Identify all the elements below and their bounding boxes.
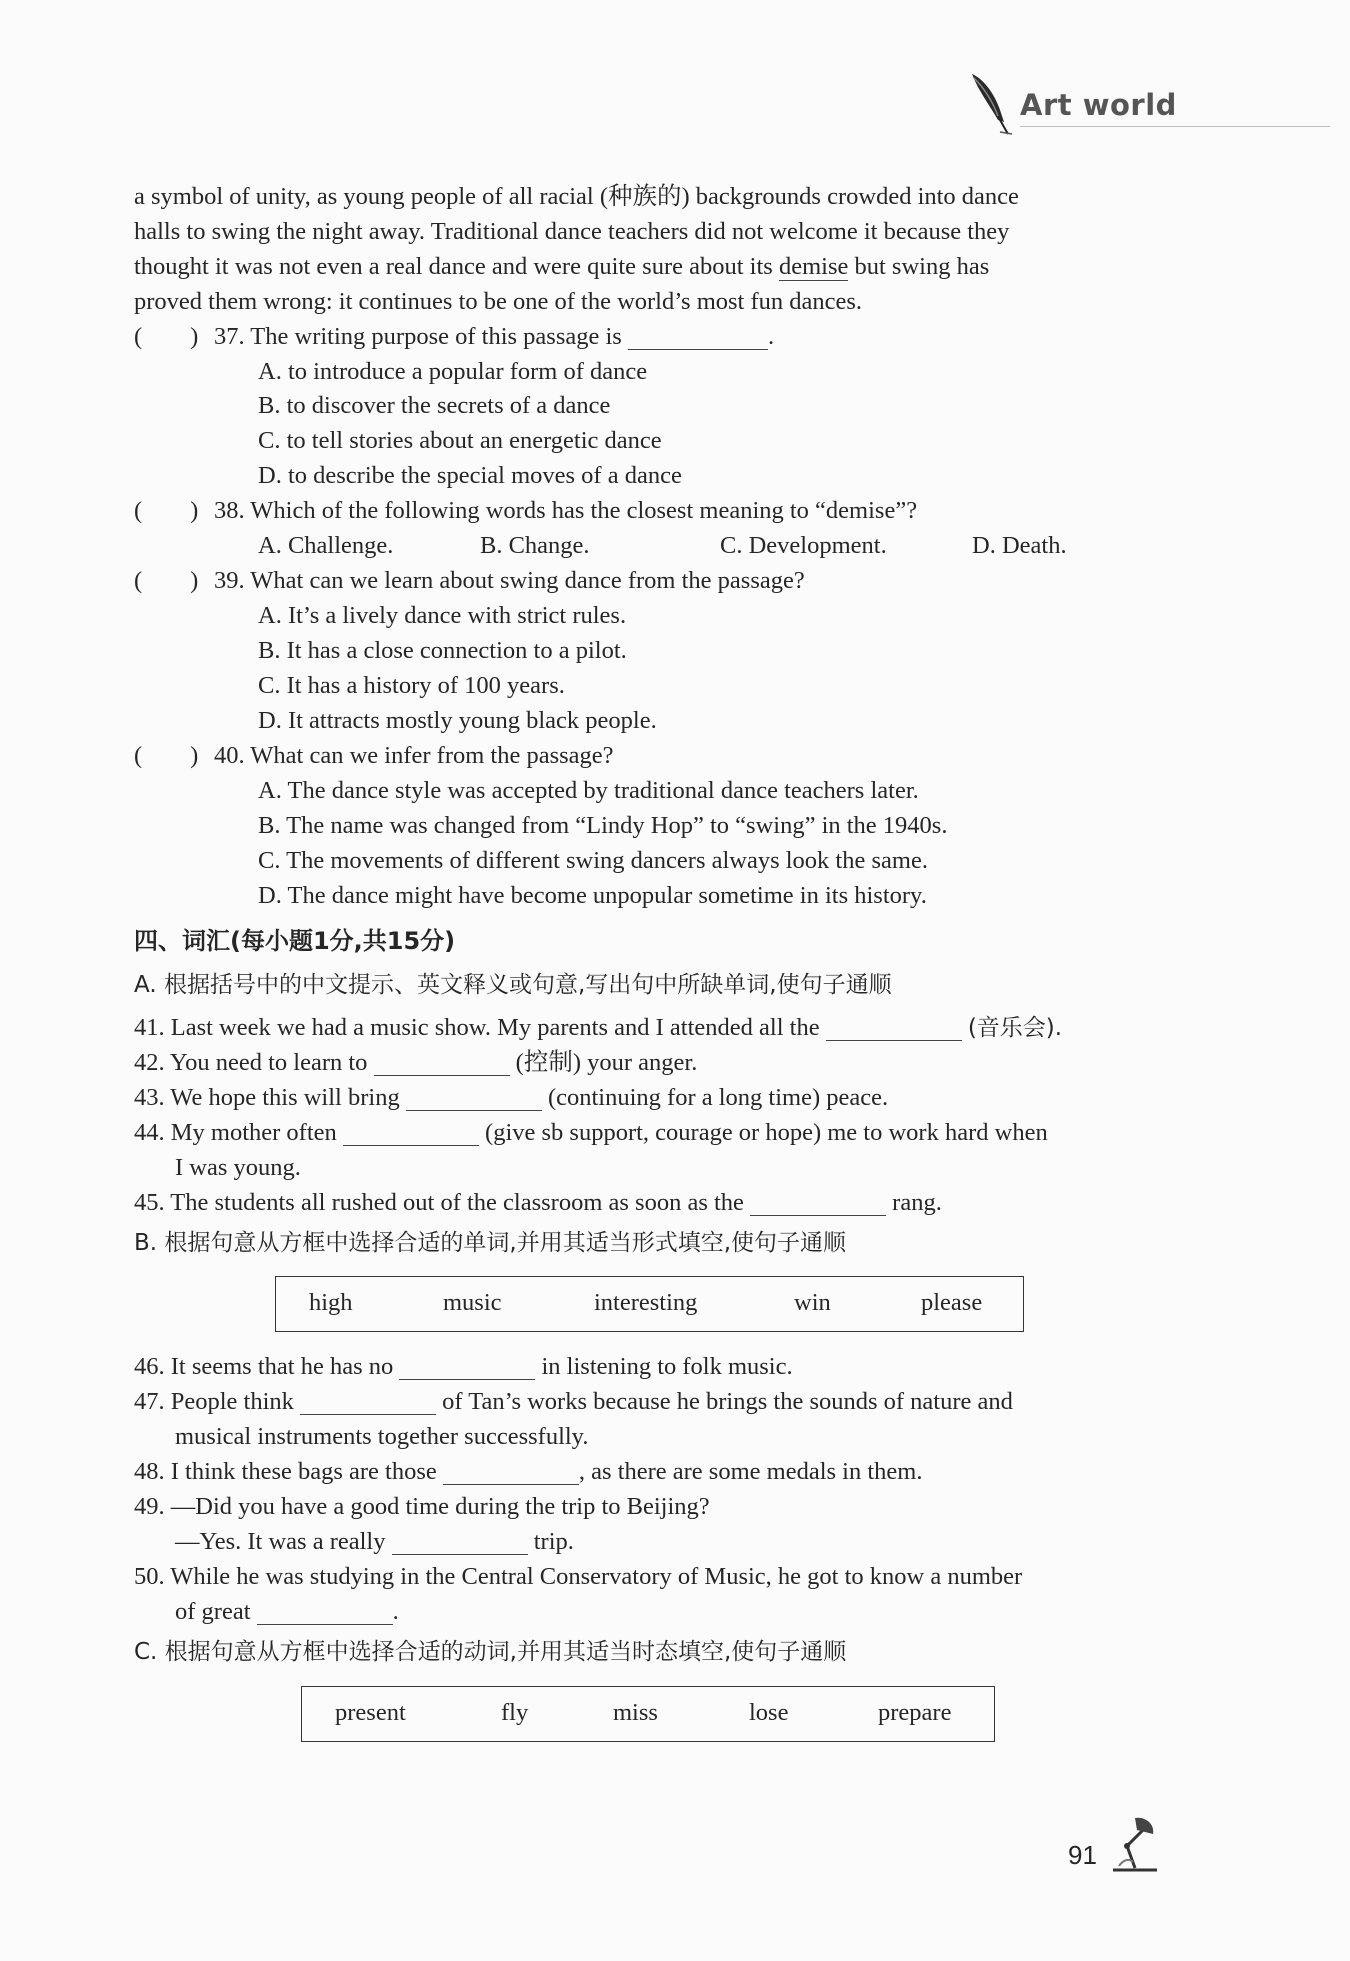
item-49: 49. —Did you have a good time during the trip to Beijing? [134,1493,710,1520]
option: B. to discover the secrets of a dance [258,392,611,419]
bracket-open: ( [134,742,143,769]
option: A. to introduce a popular form of dance [258,358,648,385]
item-44-continued: I was young. [175,1154,301,1181]
answer-blank[interactable] [343,1121,479,1146]
bracket-close: ) [190,497,199,524]
bracket-close: ) [190,567,199,594]
option: C. to tell stories about an energetic dance [258,427,662,454]
item-49-reply [175,1527,574,1557]
option: D. It attracts mostly young black people. [258,707,657,734]
header-title: Art world [1020,88,1177,122]
bracket-close: ) [190,323,199,350]
passage-text: but swing has [848,253,990,280]
word-box-item: high [309,1289,353,1316]
header-rule [1020,126,1330,127]
option: B. The name was changed from “Lindy Hop” to “swing” in the 1940s. [258,812,948,839]
word-box-item: present [335,1699,406,1726]
word-box-item: lose [749,1699,789,1726]
item-text: 47. People think [134,1388,294,1415]
page-number: 91 [1068,1840,1097,1870]
answer-blank[interactable] [443,1460,579,1485]
bracket-open: ( [134,497,143,524]
option: C. The movements of different swing dancers always look the same. [258,847,928,874]
option: B. It has a close connection to a pilot. [258,637,627,664]
item-43 [134,1083,888,1113]
desk-lamp-icon [1105,1812,1165,1876]
bracket-open: ( [134,567,143,594]
answer-blank[interactable] [300,1390,436,1415]
bracket-open: ( [134,323,143,350]
word-box-item: prepare [878,1699,952,1726]
word-box-item: miss [613,1699,658,1726]
passage-line: a symbol of unity, as young people of all racial (种族的) backgrounds crowded into dance [134,183,1019,210]
item-48 [134,1457,922,1487]
question-stem-39: 39. What can we learn about swing dance from the passage? [214,567,805,594]
option: A. The dance style was accepted by traditional dance teachers later. [258,777,919,804]
option: C. Development. [720,532,887,559]
question-text: 37. The writing purpose of this passage is [214,323,622,350]
word-box-item: music [443,1289,502,1316]
answer-blank[interactable] [399,1355,535,1380]
answer-blank[interactable] [750,1191,886,1216]
item-text: 48. I think these bags are those [134,1458,437,1485]
item-text: 43. We hope this will bring [134,1084,400,1111]
item-hint: (音乐会). [967,1015,1063,1041]
item-hint: (控制) your anger. [515,1049,698,1076]
answer-bracket-37[interactable] [134,322,198,352]
passage-line [134,252,989,282]
item-text: rang. [892,1189,942,1216]
word-box-c [301,1686,995,1742]
answer-blank[interactable] [406,1086,542,1111]
item-50-continued [175,1597,399,1627]
item-text: trip. [533,1528,574,1555]
answer-blank[interactable] [374,1051,510,1076]
item-hint: (give sb support, courage or hope) me to work hard when [485,1119,1048,1146]
item-41 [134,1013,1062,1043]
passage-line: proved them wrong: it continues to be one of the world’s most fun dances. [134,288,863,315]
period: . [767,323,775,350]
word-box-item: please [921,1289,983,1316]
answer-bracket-39[interactable] [134,566,198,596]
item-45 [134,1188,942,1218]
item-47-continued: musical instruments together successfully. [175,1423,589,1450]
item-text: 46. It seems that he has no [134,1353,394,1380]
item-text: in listening to folk music. [541,1353,793,1380]
question-stem-37 [214,322,774,352]
question-stem-38: 38. Which of the following words has the closest meaning to “demise”? [214,497,918,524]
option: D. The dance might have become unpopular sometime in its history. [258,882,927,909]
item-44 [134,1118,1048,1148]
item-text: , as there are some medals in them. [578,1458,923,1485]
option: D. Death. [972,532,1067,559]
item-text: 45. The students all rushed out of the classroom as soon as the [134,1189,744,1216]
word-box-item: interesting [594,1289,698,1316]
bracket-close: ) [190,742,199,769]
item-hint: (continuing for a long time) peace. [547,1084,889,1111]
page-header [960,70,1330,140]
question-stem-40: 40. What can we infer from the passage? [214,742,614,769]
word-box-item: fly [501,1699,529,1726]
item-46 [134,1352,793,1382]
answer-blank[interactable] [628,325,768,350]
quill-pen-icon [960,70,1020,142]
option: B. Change. [480,532,590,559]
part-c-instruction: C. 根据句意从方框中选择合适的动词,并用其适当时态填空,使句子通顺 [134,1639,847,1665]
word-box-item: win [794,1289,831,1316]
option: D. to describe the special moves of a dance [258,462,682,489]
answer-blank[interactable] [392,1530,528,1555]
option: C. It has a history of 100 years. [258,672,565,699]
item-text: 44. My mother often [134,1119,337,1146]
item-text: of Tan’s works because he brings the sounds of nature and [442,1388,1013,1415]
answer-bracket-38[interactable] [134,496,198,526]
passage-line: halls to swing the night away. Traditional dance teachers did not welcome it because they [134,218,1010,245]
item-text: of great [175,1598,251,1625]
item-text: 42. You need to learn to [134,1049,368,1076]
option: A. It’s a lively dance with strict rules. [258,602,627,629]
section-title: 四、词汇(每小题1分,共15分) [134,927,456,955]
underlined-word-demise: demise [778,253,849,280]
item-50: 50. While he was studying in the Central Conservatory of Music, he got to know a number [134,1563,1023,1590]
part-b-instruction: B. 根据句意从方框中选择合适的单词,并用其适当形式填空,使句子通顺 [134,1230,847,1256]
answer-blank[interactable] [257,1600,393,1625]
part-a-instruction: A. 根据括号中的中文提示、英文释义或句意,写出句中所缺单词,使句子通顺 [134,972,892,998]
item-42 [134,1048,697,1078]
item-text: —Yes. It was a really [175,1528,386,1555]
passage-text: thought it was not even a real dance and were quite sure about its [134,253,779,280]
item-text: 41. Last week we had a music show. My parents and I attended all the [134,1014,820,1041]
word-box-b [275,1276,1024,1332]
item-47 [134,1387,1013,1417]
option: A. Challenge. [258,532,394,559]
answer-blank[interactable] [826,1016,962,1041]
period: . [392,1598,399,1625]
answer-bracket-40[interactable] [134,741,198,771]
